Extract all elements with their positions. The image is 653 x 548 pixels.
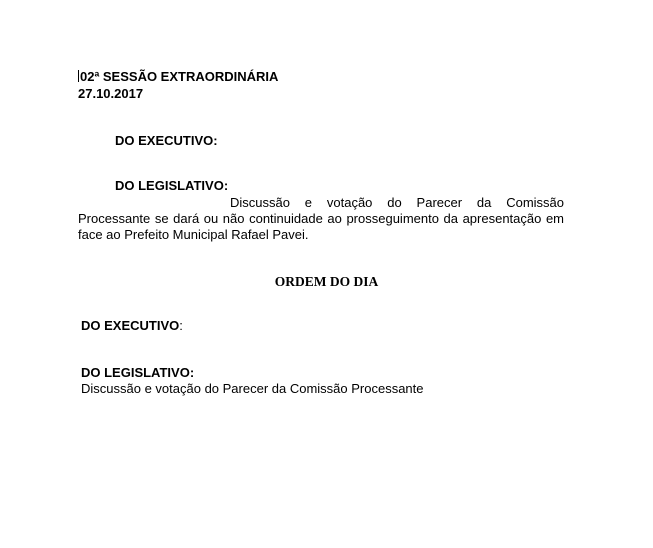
session-date: 27.10.2017 bbox=[78, 86, 144, 101]
session-title bbox=[78, 69, 278, 85]
session-title-text: 02ª SESSÃO EXTRAORDINÁRIA bbox=[80, 69, 279, 84]
expediente-legislativo-paragraph bbox=[78, 195, 564, 243]
text-cursor bbox=[78, 70, 79, 82]
expediente-executivo-heading: DO EXECUTIVO: bbox=[115, 133, 218, 148]
ordem-executivo-heading bbox=[81, 318, 183, 334]
expediente-legislativo-heading: DO LEGISLATIVO: bbox=[115, 178, 229, 193]
expediente-legislativo-text: Discussão e votação do Parecer da Comissão Processante se dará ou não continuidade ao prosseguimento da apresentação em face ao Prefeito Municipal Rafael Pavei. bbox=[78, 195, 564, 242]
ordem-executivo-label: DO EXECUTIVO bbox=[81, 318, 180, 333]
ordem-legislativo-text: Discussão e votação do Parecer da Comissão Processante bbox=[81, 381, 424, 396]
ordem-do-dia-title: ORDEM DO DIA bbox=[274, 274, 379, 289]
ordem-legislativo-heading: DO LEGISLATIVO: bbox=[81, 365, 195, 380]
ordem-executivo-colon: : bbox=[179, 318, 183, 333]
